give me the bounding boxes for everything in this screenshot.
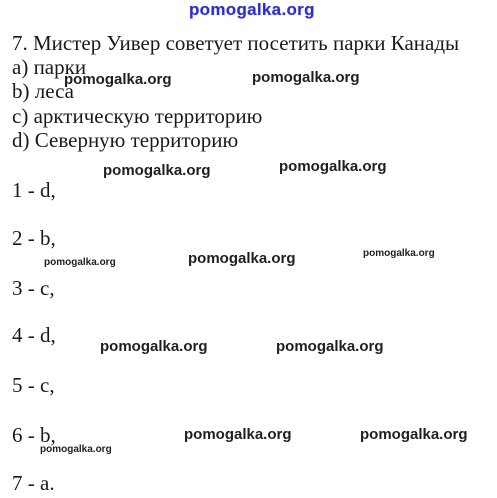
watermark: pomogalka.org [103,162,211,179]
watermark: pomogalka.org [360,426,468,443]
watermark: pomogalka.org [188,250,296,267]
watermark: pomogalka.org [64,71,172,88]
watermark: pomogalka.org [252,69,360,86]
question-text: 7. Мистер Уивер советует посетить парки Канады [12,31,460,55]
watermark: pomogalka.org [279,158,387,175]
watermark: pomogalka.org [100,338,208,355]
watermark: pomogalka.org [184,426,292,443]
answer-2: 2 - b, [12,226,56,250]
answer-6: 6 - b, [12,423,56,447]
option-b: b) леса [12,79,74,103]
option-d: d) Северную территорию [12,128,239,152]
watermark: pomogalka.org [44,257,116,268]
watermark: pomogalka.org [40,444,112,455]
answer-4: 4 - d, [12,323,56,347]
answer-7: 7 - a. [12,471,55,495]
header-watermark: pomogalka.org [189,0,315,19]
answer-1: 1 - d, [12,178,56,202]
answer-5: 5 - c, [12,373,55,397]
answer-3: 3 - c, [12,276,55,300]
watermark: pomogalka.org [276,338,384,355]
option-c: c) арктическую территорию [12,104,263,128]
watermark: pomogalka.org [363,248,435,259]
option-a: a) парки [12,55,87,79]
